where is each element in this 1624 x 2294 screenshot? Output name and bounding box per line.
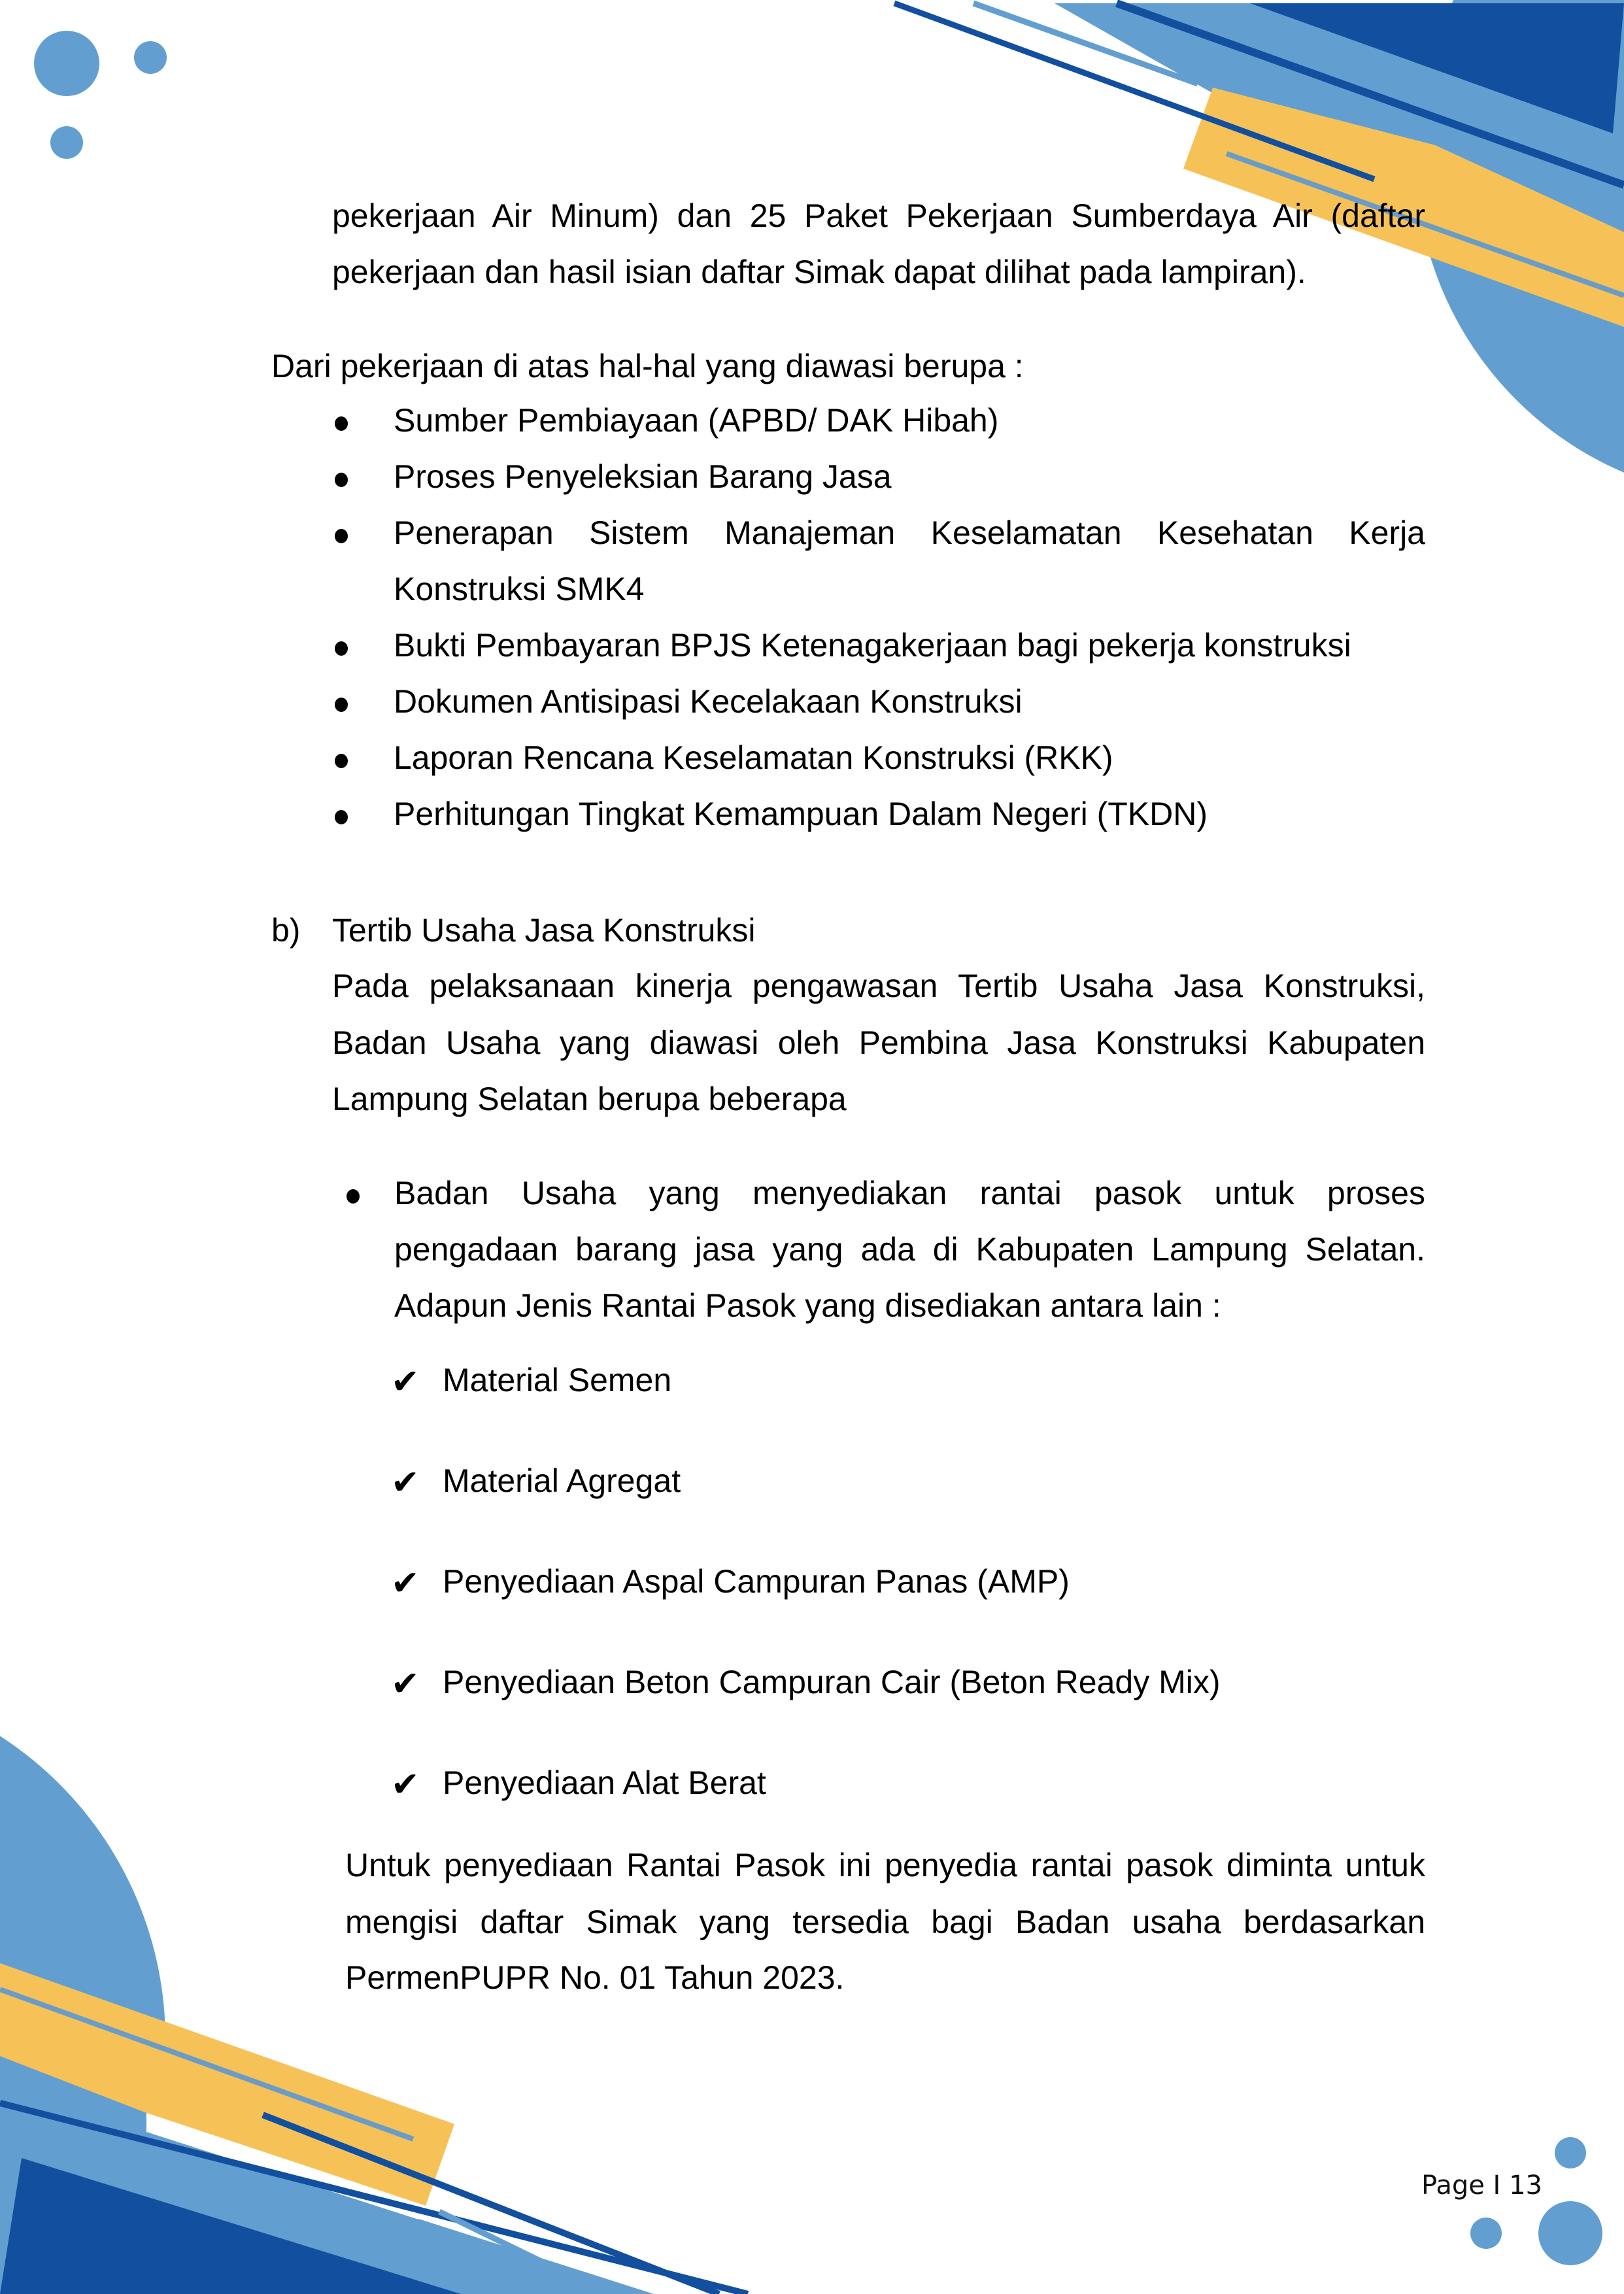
bullet-icon — [335, 810, 348, 824]
supervised-item: Dokumen Antisipasi Kecelakaan Konstruksi — [394, 683, 1023, 720]
supervised-item: Laporan Rencana Keselamatan Konstruksi (RKK) — [394, 739, 1113, 776]
decor-circle-large-top-left — [34, 31, 99, 96]
supply-chain-type: Penyediaan Alat Berat — [443, 1764, 766, 1801]
decor-circle-bottom-right-top — [1555, 2137, 1586, 2168]
supply-chain-type: Penyediaan Beton Campuran Cair (Beton Ready Mix) — [443, 1664, 1221, 1700]
section-b-title: Tertib Usaha Jasa Konstruksi — [332, 912, 756, 949]
supervised-item-continuation: Konstruksi SMK4 — [394, 571, 645, 607]
section-b-paragraph-line: Badan Usaha yang diawasi oleh Pembina Jasa Konstruksi Kabupaten — [332, 1024, 1425, 1061]
supply-chain-type: Penyediaan Aspal Campuran Panas (AMP) — [443, 1563, 1070, 1600]
check-icon: ✔ — [391, 1463, 420, 1502]
check-icon: ✔ — [391, 1564, 420, 1603]
section-b-marker: b) — [271, 912, 301, 949]
supply-chain-bullet-line: Badan Usaha yang menyediakan rantai pasok untuk proses — [394, 1175, 1425, 1211]
supervised-heading: Dari pekerjaan di atas hal-hal yang diawasi berupa : — [271, 348, 1024, 384]
check-icon: ✔ — [391, 1765, 420, 1804]
supply-chain-bullet-line: pengadaan barang jasa yang ada di Kabupaten Lampung Selatan. — [394, 1231, 1425, 1268]
page-number: Page I 13 — [1421, 2170, 1542, 2201]
section-b-paragraph-line: Lampung Selatan berupa beberapa — [332, 1081, 847, 1117]
decor-circle-bottom-right-small — [1470, 2218, 1502, 2249]
check-icon: ✔ — [391, 1362, 420, 1402]
closing-line: PermenPUPR No. 01 Tahun 2023. — [345, 1959, 845, 1996]
section-b-paragraph-line: Pada pelaksanaan kinerja pengawasan Tertib Usaha Jasa Konstruksi, — [332, 968, 1425, 1004]
supervised-item: Proses Penyeleksian Barang Jasa — [394, 458, 892, 495]
intro-line-2: pekerjaan dan hasil isian daftar Simak dapat dilihat pada lampiran). — [332, 254, 1306, 290]
bullet-icon — [347, 1189, 360, 1204]
decor-circle-bottom-right-large — [1538, 2201, 1602, 2265]
supervised-item: Sumber Pembiayaan (APBD/ DAK Hibah) — [394, 402, 999, 439]
check-icon: ✔ — [391, 1664, 420, 1704]
decor-circle-small-left — [50, 126, 83, 159]
intro-line-1: pekerjaan Air Minum) dan 25 Paket Pekerjaan Sumberdaya Air (daftar — [332, 197, 1425, 234]
bullet-icon — [335, 698, 348, 712]
bullet-icon — [335, 416, 348, 431]
bullet-icon — [335, 473, 348, 487]
supply-chain-type: Material Agregat — [443, 1462, 681, 1499]
supervised-item: Bukti Pembayaran BPJS Ketenagakerjaan bagi pekerja konstruksi — [394, 627, 1351, 664]
supervised-item: Perhitungan Tingkat Kemampuan Dalam Negeri (TKDN) — [394, 796, 1208, 832]
closing-line: Untuk penyediaan Rantai Pasok ini penyedia rantai pasok diminta untuk — [345, 1847, 1425, 1883]
supply-chain-type: Material Semen — [443, 1362, 672, 1398]
supply-chain-bullet-line: Adapun Jenis Rantai Pasok yang disediakan antara lain : — [394, 1287, 1221, 1324]
bullet-icon — [335, 754, 348, 768]
closing-line: mengisi daftar Simak yang tersedia bagi Badan usaha berdasarkan — [345, 1904, 1425, 1940]
decor-circle-small-top — [134, 41, 167, 74]
bullet-icon — [335, 529, 348, 543]
supervised-item: Penerapan Sistem Manajeman Keselamatan Kesehatan Kerja — [394, 514, 1425, 551]
bullet-icon — [335, 641, 348, 656]
